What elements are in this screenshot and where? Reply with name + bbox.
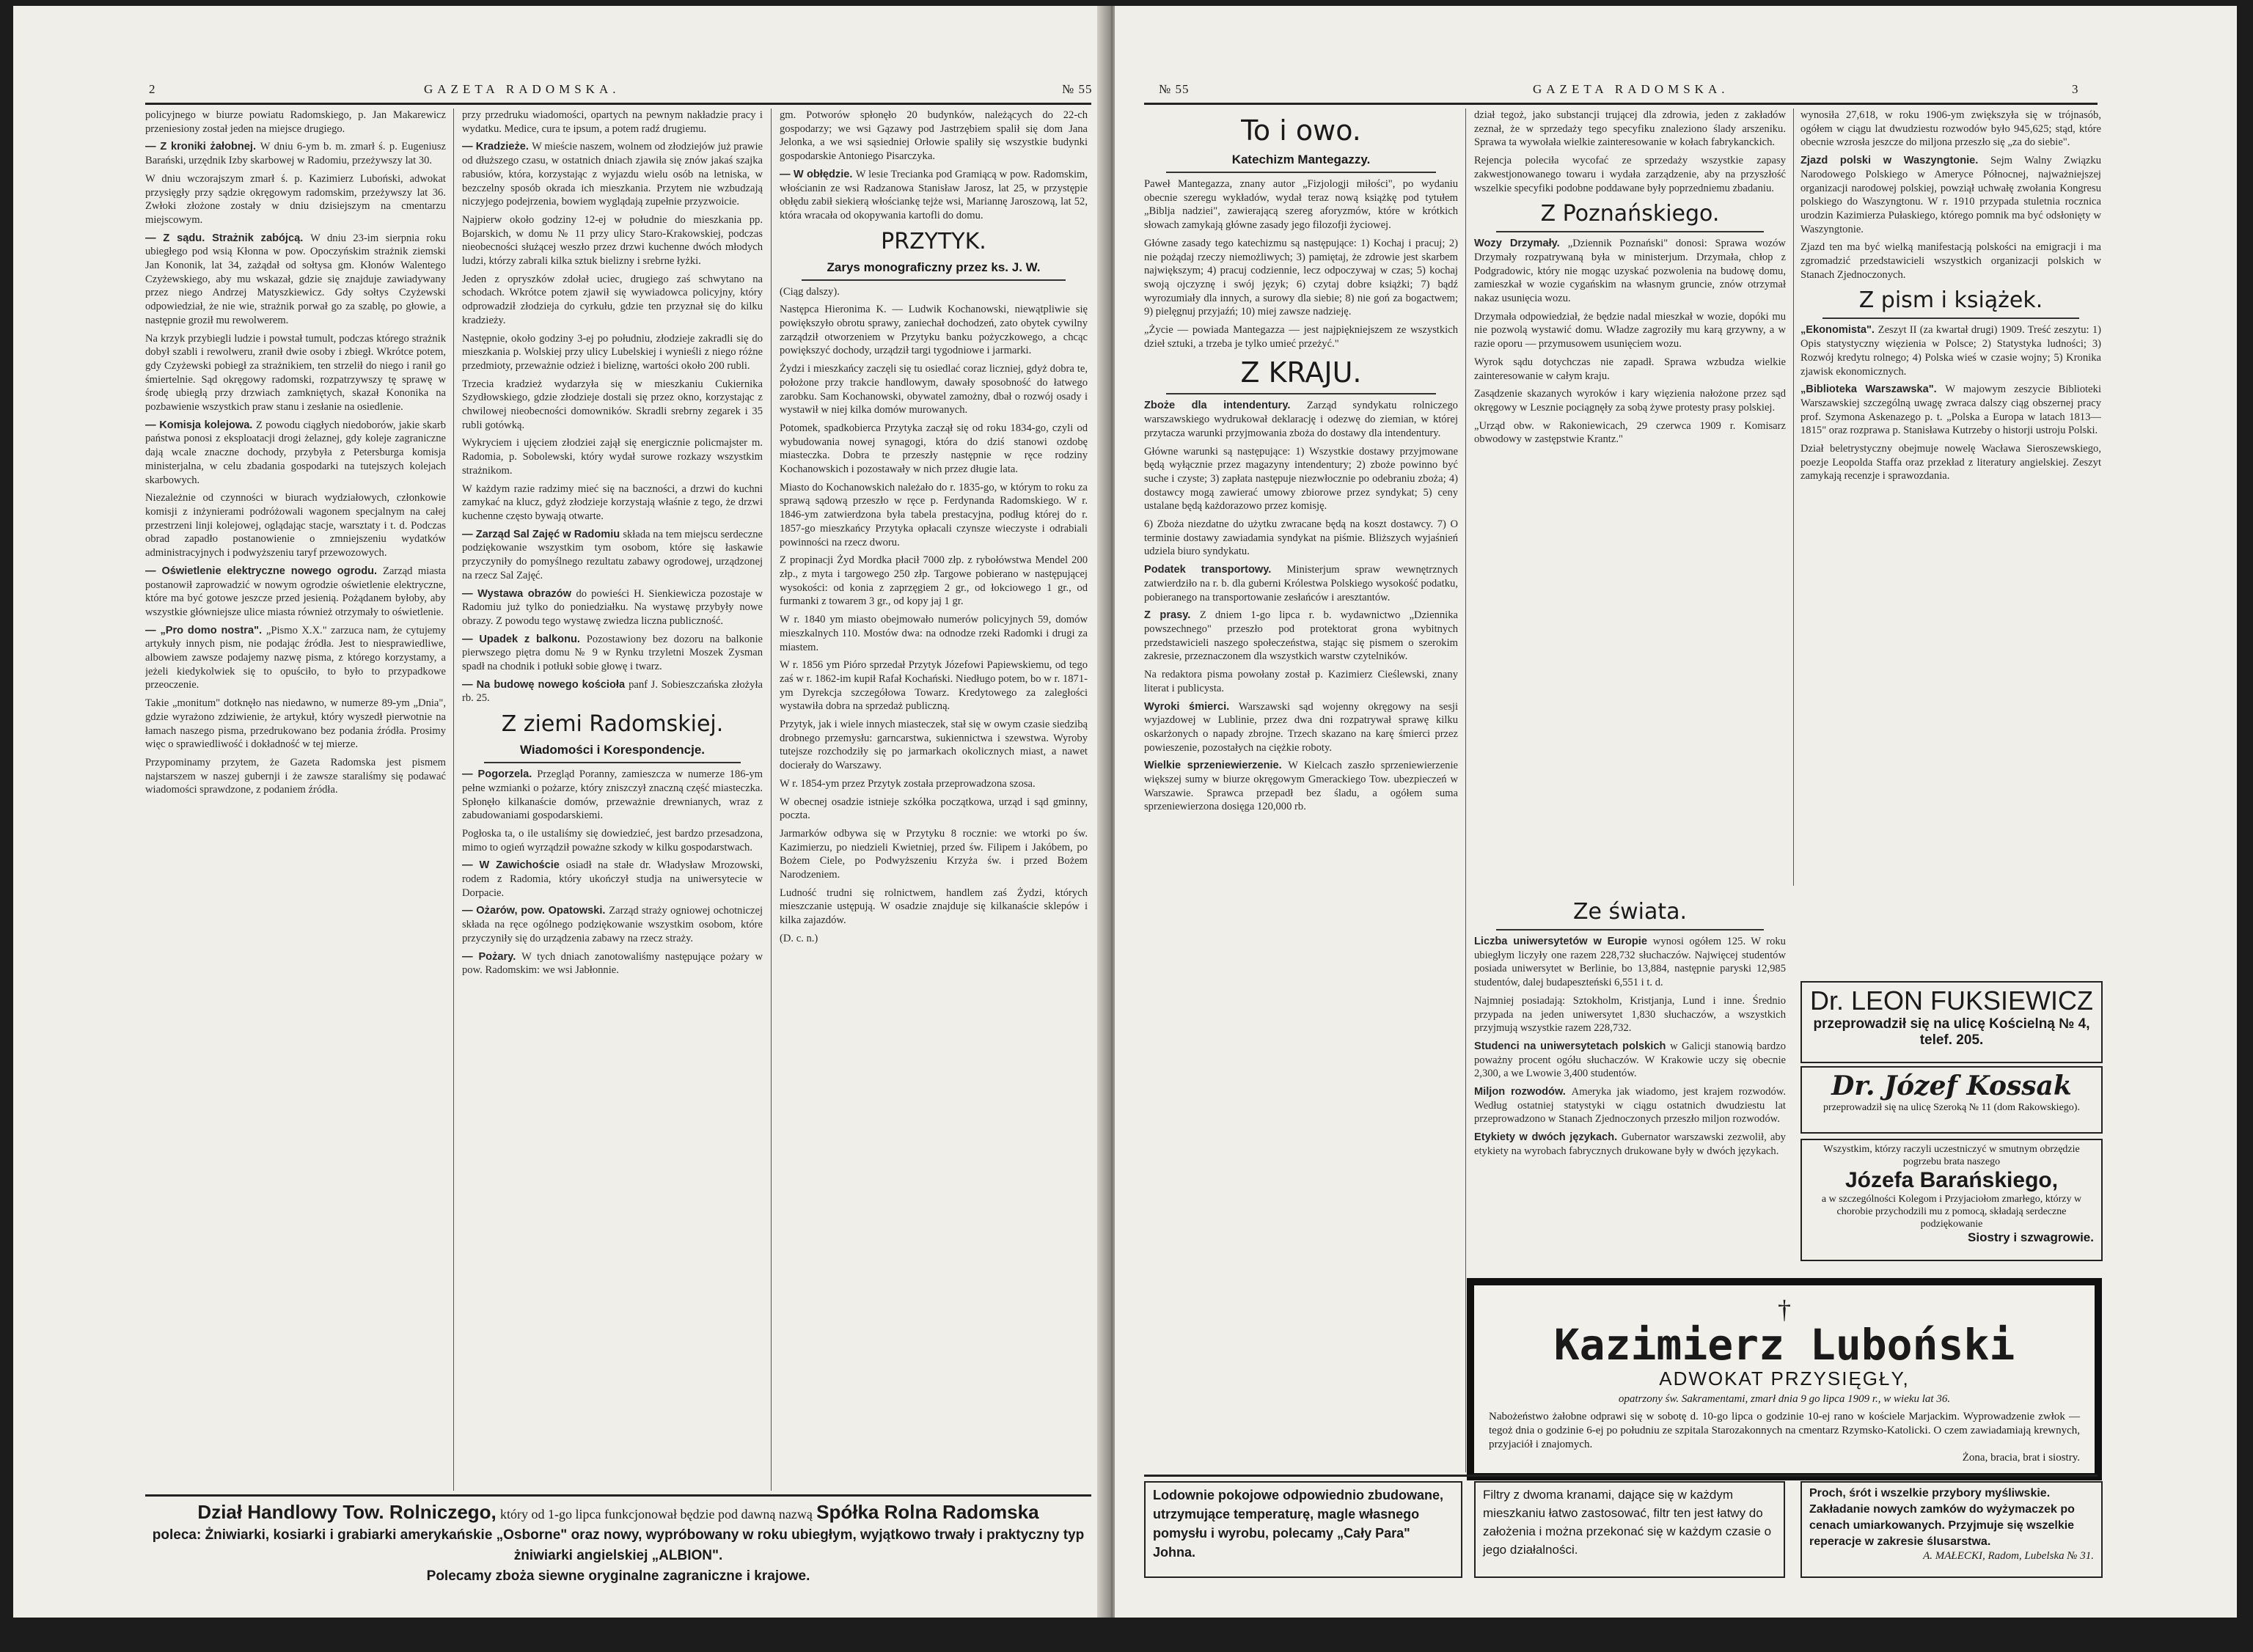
article-text: przy przedruku wiadomości, opartych na pewnym nakładzie pracy i wydatku. Medice, cura te ipsum, a potem radź drugiemu. [462, 109, 763, 135]
article-heading: — Ożarów, pow. Opatowski. [462, 905, 609, 917]
article-heading: Zboże dla intendentury. [1144, 400, 1307, 412]
article-text: (Ciąg dalszy). [780, 285, 840, 298]
article-paragraph [780, 422, 1088, 477]
article-text: Jarmarków odbywa się w Przytyku 8 rocznie: we wtorki po św. Kazimierzu, po niedzieli Kwietniej, przed św. Filipem i Jakóbem, po Bożem Ciele, po Podwyższeniu Krzyża św. i przed Bożem Narodzeniem. [780, 827, 1088, 881]
article-heading: — Wystawa obrazów [462, 587, 576, 600]
section-title: Z KRAJU. [1240, 356, 1362, 389]
article-paragraph [780, 658, 1088, 713]
article-text: Z powodu ciągłych niedoborów, jakie skarb państwa ponosi z eksploatacji drogi żelaznej, gdy koleje zagraniczne dają wcale znaczne dochody, przybyła z Petersburga komisja ministerjalna, w celu zbadania gospodarki na tutejszych kolejach skarbowych. [145, 419, 446, 486]
section-separator [1496, 929, 1764, 930]
ad-fuksiewicz [1800, 981, 2103, 1063]
right-header-rule [1144, 103, 2098, 105]
section-separator [484, 762, 741, 763]
article-paragraph [145, 232, 446, 328]
left-issue-number: № 55 [1062, 82, 1093, 96]
article-heading: Zjazd polski w Waszyngtonie. [1800, 155, 1990, 167]
article-paragraph [145, 491, 446, 560]
column-divider [1793, 109, 1794, 886]
ad-fuksiewicz-name: Dr. LEON FUKSIEWICZ [1809, 985, 2094, 1016]
article-heading: „Biblioteka Warszawska". [1800, 383, 1946, 396]
left-page-number: 2 [149, 82, 160, 96]
article-paragraph [780, 777, 1088, 791]
article-paragraph [1474, 154, 1786, 195]
article-paragraph [780, 718, 1088, 773]
article-text: do powieści H. Sienkiewicza pozostaje w Radomiu już tylko do poniedziałku. Na wystawę przybyły nowe obrazy. Z powodu tego wystawę zwiedza liczna publiczność. [462, 587, 763, 627]
right-column-1 [1144, 109, 1458, 1472]
ad-kossak-name: Dr. Józef Kossak [1831, 1071, 2072, 1101]
section-separator [1496, 231, 1764, 232]
article-paragraph [780, 109, 1088, 164]
article-paragraph [1474, 387, 1786, 414]
article-text: Zarząd straży ogniowej ochotniczej składa na ręce ogólnego podziękowanie wszystkim osobom, które przyczyniły się do urządzenia zabawy na rzecz straży. [462, 905, 763, 944]
article-paragraph [1474, 356, 1786, 383]
article-text: W lesie Trecianka pod Gramiącą w pow. Radomskim, włościanin ze wsi Radzanowa Stanisław Jarosz, lat 25, w przystępie obłędu zabił siekierą włościankę tejże wsi, Mariannę Jaroszową, lat 52, która wracała od okopywania kartofli do domu. [780, 168, 1088, 221]
article-text: wynosi ogółem 125. W roku ubiegłym liczyły one razem 228,732 słuchaczów. Najwięcej studentów posiada uniwersytet w Berlinie, bo 13,884, następnie paryski 12,985 studentów, dalej budapeszteński 6,551 i t. d. [1474, 936, 1786, 989]
article-text: Gubernator warszawski zezwolił, aby etykiety na wyrobach fabrycznych drukowane były w dwóch językach. [1474, 1131, 1786, 1157]
article-paragraph [462, 633, 763, 674]
article-text: Zarząd miasta postanowił zaprowadzić w nowym ogrodzie oświetlenie elektryczne, które ma być gotowe jeszcze przed jesienią. Pożądanem byłoby, aby wszystkie główniejsze ulice miasta również otrzymały to oświetlenie. [145, 565, 446, 618]
article-text: „Urząd obw. w Rakoniewicach, 29 czerwca 1909 r. Komisarz obwodowy w zastępstwie Krantz." [1474, 419, 1786, 446]
left-column-3 [780, 109, 1088, 1491]
article-text: W r. 1856 ym Pióro sprzedał Przytyk Józefowi Papiewskiemu, od tego zaś w r. 1862-im kupił Rafał Kochański. Niedługo potem, bo w r. 1871-ym Dyrekcja szczegółowa Towarz. Kredytowego za zaległości wystawiła dobra na sprzedaż publiczną. [780, 659, 1088, 713]
article-text: Przytyk, jak i wiele innych miasteczek, stał się w owym czasie siedzibą drobnego przemysłu: garncarstwa, sukiennictwa i szewstwa. Wyroby tutejsze rozchodziły się po jarmarkach okolicznych miast, a nawet docierały do Warszawy. [780, 719, 1088, 772]
article-text: Główne warunki są następujące: 1) Wszystkie dostawy przyjmowane będą wyłącznie przez magazyny intendentury; 2) zboże powinno być suche i czyste; 3) zapłata następuje niezwłocznie po odebraniu zboża; 4) dostawcy mogą zawierać umowy zbiorowe przez syndykat; 5) ceny ustalane będą każdorazowo przez komisję. [1144, 445, 1458, 513]
article-paragraph [462, 109, 763, 136]
article-text: Dział beletrystyczny obejmuje nowelę Wacława Sieroszewskiego, poezje Leopolda Staffa oraz przekład z literatury angielskiej. Zeszyt zamykają recenzje i sprawozdania. [1800, 443, 2101, 482]
article-paragraph [1800, 154, 2101, 236]
right-page [1115, 6, 2237, 1618]
article-text: gm. Potworów spłonęło 20 budynków, należących do 22-ch gospodarzy; we wsi Gązawy pod Jastrzębiem spalił się dom Jana Jelonka, a we wsi sąsiedniej Orłowie spaliły się wszystkie budynki gospodarskie Antoniego Pisarczyka. [780, 109, 1088, 163]
article-text: Zeszyt II (za kwartał drugi) 1909. Treść zeszytu: 1) Opis statystyczny więzienia w Polsce; 2) Statystyka ludności; 3) Rozwój kredytu rolnego; 4) Polska wieś w czasie wojny; 5) Kronika zjawisk ekonomicznych. [1800, 324, 2101, 378]
ad-baranski-thanks [1800, 1139, 2103, 1261]
article-heading: — W obłędzie. [780, 168, 856, 180]
ad-company-name: Dział Handlowy Tow. Rolniczego, [197, 1501, 497, 1523]
left-masthead-title: GAZETA RADOMSKA. [424, 82, 620, 96]
article-text: W tych dniach zanotowaliśmy następujące pożary w pow. Radomskim: we wsi Jabłonnie. [462, 950, 763, 977]
article-text: 6) Zboża niezdatne do użytku zwracane będą na koszt dostawcy. 7) O terminie dostawy zawiadamia syndykat na piśmie. Bliższych wyjaśnień udziela biuro syndykatu. [1144, 518, 1458, 558]
article-paragraph [1144, 668, 1458, 695]
article-heading: — Oświetlenie elektryczne nowego ogrodu. [145, 565, 383, 577]
article-paragraph [145, 697, 446, 752]
article-paragraph [780, 932, 1088, 946]
article-paragraph [1474, 237, 1786, 306]
article-paragraph [1144, 518, 1458, 559]
section-title: Ze świata. [1572, 899, 1688, 925]
right-column-3 [1800, 109, 2101, 974]
article-paragraph [1144, 237, 1458, 319]
ad-text-line3: Polecamy zboża siewne oryginalne zagraniczne i krajowe. [426, 1568, 810, 1584]
article-text: Z propinacji Żyd Mordka płacił 7000 złp. z rybołówstwa Mendel 200 złp., z myta i targowego 250 złp. Targowe pobierano w następującej wysokości: od konia z zaprzęgiem 2 gr., od łokciowego 1 gr., od furmanki z towarem 3 gr., od kopy jaj 1 gr. [780, 554, 1088, 608]
article-paragraph [1144, 609, 1458, 664]
section-title: To i owo. [1241, 114, 1361, 147]
article-text: Jeden z opryszków zdołał uciec, drugiego zaś schwytano na schodach. Wkrótce potem zjawił się wywiadowca policyjny, który odprowadził złodzieja do cyrkułu, gdzie ten przyznał się do kilku kradzieży. [462, 273, 763, 326]
baranski-text: a w szczególności Kolegom i Przyjaciołom zmarłego, którzy w chorobie przychodzili mu z pomocą, składają serdeczne podziękowanie [1821, 1194, 2082, 1230]
section-separator [802, 279, 1066, 281]
article-text: Żydzi i mieszkańcy zaczęli się tu osiedlać coraz liczniej, gdyż dobra te, położone przy trakcie handlowym, dawały sposobność do łatwego zarobku. Sam Kochanowski, obywatel zamożny, dbał o rozwój osady i wystawił w niej kilka domów murowanych. [780, 363, 1088, 416]
article-paragraph [1474, 1085, 1786, 1126]
article-paragraph [780, 303, 1088, 358]
article-text: W r. 1854-ym przez Przytyk została przeprowadzona szosa. [780, 777, 1036, 790]
article-heading: Studenci na uniwersytetach polskich [1474, 1040, 1671, 1052]
article-paragraph [780, 285, 1088, 299]
article-text: Najpierw około godziny 12-ej w południe do mieszkania pp. Bojarskich, w domu № 11 przy ulicy Staro-Krakowskiej, podczas nieobecności służącej weszło przez drzwi kuchenne dwóch młodych ludzi, którzy zabrali kilka sztuk bielizny i srebrne łyżki. [462, 213, 763, 268]
article-text: Takie „monitum" dotknęło nas niedawno, w numerze 89-ym „Dnia", gdzie wyrażono zdziwienie, że artykuł, który wyszedł pierwotnie na łamach naszego pisma, przedrukowano bez podania źródła. Prosimy więc o sprawiedliwość i dokładność w tej mierze. [145, 697, 446, 751]
article-heading: — Kradzieże. [462, 141, 532, 153]
article-paragraph [780, 168, 1088, 223]
article-text: Paweł Mantegazza, znany autor „Fizjologji miłości", po wydaniu obecnie szeregu wykładów, wydał teraz nową książkę pod tytułem „Biblja nadziei", zawierającą szereg aforyzmów, które w krótkich słowach zamykają główne zasady jego filozofji życiowej. [1144, 178, 1458, 232]
article-text: Ministerjum spraw wewnętrznych zatwierdziło na r. b. dla guberni Królestwa Polskiego wysokość podatku, pobieranego na transportowanie zesłańców i aresztantów. [1144, 564, 1458, 603]
article-heading: — Z kroniki żałobnej. [145, 141, 260, 153]
article-text: Zarząd syndykatu rolniczego warszawskiego wydrukował deklarację i odezwę do ziemian, w której przytacza warunki przyjmowania zboża do dostawy dla intendentury. [1144, 400, 1458, 439]
ad-hunting-sign: A. MAŁECKI, Radom, Lubelska № 31. [1923, 1550, 2094, 1562]
ad-hunting-text: Proch, śrót i wszelkie przybory myśliwskie. Zakładanie nowych zamków do wyżymaczek po cenach umiarkowanych. Przyjmuje się wszelkie reperacje w zakresie ślusarstwa. [1809, 1487, 2075, 1548]
article-paragraph [145, 565, 446, 620]
obituary-subtitle: opatrzony św. Sakramentami, zmarł dnia 9 go lipca 1909 r., w wieku lat 36. [1618, 1393, 1951, 1405]
article-paragraph [462, 528, 763, 583]
baranski-intro: Wszystkim, którzy raczyli uczestniczyć w smutnym obrzędzie pogrzebu brata naszego [1823, 1144, 2080, 1167]
article-paragraph [780, 613, 1088, 654]
article-text: Potomek, spadkobierca Przytyka zaczął się od roku 1834-go, czyli od wybudowania nowej synagogi, która do dziś stanowi ozdobę miasteczka. Dobra te przeszły następnie w ręce rodziny Kochanowskich i pozostawały w nich przez długie lata. [780, 422, 1088, 476]
left-column-1 [145, 109, 446, 1491]
article-paragraph [780, 362, 1088, 417]
ad-ice-boxes [1144, 1481, 1462, 1578]
article-paragraph [1474, 994, 1786, 1035]
article-text: Drzymała odpowiedział, że będzie nadal mieszkał w wozie, dopóki mu nie pozwolą wystawić domu. Władze zagroziły mu karą grzywny, a w razie oporu — przymusowem usunięciem wozu. [1474, 310, 1786, 350]
article-text: Niezależnie od czynności w biurach wydziałowych, członkowie komisji z inżynierami podróżowali wagonem specjalnym na całej przestrzeni linji kolejowej, oglądając stacje, warsztaty i t. d. Podczas obrad zapadło postanowienie o zmniejszeniu wydatków administracyjnych i podwyższeniu taryf przewozowych. [145, 492, 446, 559]
article-heading: Miljon rozwodów. [1474, 1086, 1572, 1098]
article-paragraph [462, 678, 763, 705]
article-paragraph [1800, 109, 2101, 150]
article-paragraph [1474, 1131, 1786, 1158]
article-text: panf J. Sobieszczańska złożyła rb. 25. [462, 678, 763, 705]
article-paragraph [462, 587, 763, 628]
section-title: PRZYTYK. [881, 228, 986, 254]
right-page-number: 3 [2072, 82, 2083, 96]
article-paragraph [145, 332, 446, 414]
article-paragraph [462, 904, 763, 945]
article-paragraph [462, 859, 763, 900]
article-paragraph [780, 554, 1088, 609]
article-paragraph [462, 378, 763, 433]
article-paragraph [1474, 109, 1786, 150]
commercial-ad-banner [145, 1502, 1091, 1587]
article-text: W r. 1840 ym miasto obejmowało numerów policyjnych 59, domów mieszkalnych 110. Mostów dwa: na odnodze rzeki Radomki i drugi za miastem. [780, 614, 1088, 653]
article-heading: „Ekonomista". [1800, 324, 1878, 337]
article-text: Ameryka jak wiadomo, jest krajem rozwodów. Według ostatniej statystyki w ciągu ostatnich dwudziestu lat przeprowadzono w Stanach Zjednoczonych przeszło miljon rozwodów. [1474, 1086, 1786, 1126]
section-subtitle: Zarys monograficzny przez ks. J. W. [827, 260, 1041, 274]
article-paragraph [780, 796, 1088, 823]
article-text: Zjazd ten ma być wielką manifestacją polskości na emigracji i ma zgromadzić przedstawicieli wszystkich organizacji polskich w Stanach Zjednoczonych. [1800, 241, 2101, 281]
article-heading: Podatek transportowy. [1144, 564, 1287, 576]
article-paragraph [145, 756, 446, 797]
article-text: W dniu 6-ym b. m. zmarł ś. p. Eugeniusz Barański, urzędnik Izby skarbowej w Radomiu, przeżywszy lat 30. [145, 141, 446, 167]
article-text: W Kielcach zaszło sprzeniewierzenie większej sumy w biurze okręgowym Gmerackiego Tow. ubezpieczeń w Warszawie. Sprawca przepadł bez śladu, a ogółem suma sprzeniewierzona dosięga 120,000 rb. [1144, 760, 1458, 813]
article-text: Pogłoska ta, o ile ustaliśmy się dowiedzieć, jest bardzo przesadzona, mimo to ogień wyrządził poważne szkody w kilku gospodarstwach. [462, 827, 763, 853]
ad-kossak [1800, 1066, 2103, 1134]
left-page [13, 6, 1107, 1618]
article-text: policyjnego w biurze powiatu Radomskiego, p. Jan Makarewicz przeniesiony został jeden na miejsce drugiego. [145, 109, 446, 135]
article-paragraph [462, 273, 763, 328]
article-text: Następnie, około godziny 3-ej po południu, złodzieje zakradli się do mieszkania p. Wolskiej przy ulicy Lubelskiej i wynieśli z niego różne przedmioty, przeważnie odzież i bieliznę, wartości około 200 rubli. [462, 332, 763, 372]
article-paragraph [462, 332, 763, 373]
article-text: Przegląd Poranny, zamieszcza w numerze 186-ym pełne wzmianki o pożarze, który zniszczył znaczną część miasteczka. Spłonęło kilkanaście domów, przeważnie drewnianych, wraz z zabudowaniami gospodarskiemi. [462, 768, 763, 822]
article-heading: — Na budowę nowego kościoła [462, 678, 629, 691]
article-heading: Liczba uniwersytetów w Europie [1474, 936, 1653, 947]
article-heading: — Pogorzela. [462, 768, 538, 781]
article-paragraph [1474, 310, 1786, 351]
obituary-text: Nabożeństwo żałobne odprawi się w sobotę d. 10-go lipca o godzinie 10-ej rano w kościele Marjackim. Wyprowadzenie zwłok — tegoż dnia o godzinie 6-ej po południu ze szpitala Starozakonnych na cmentarz Rzymsko-Katolicki. O czem zawiadamiają krewnych, przyjaciół i znajomych. [1489, 1411, 2080, 1450]
article-text: Miasto do Kochanowskich należało do r. 1835-go, w którym to roku za sprawą sądową przeszło w ręce p. Ferdynanda Radomskiego. W r. 1846-ym zatwierdzona była tabela prestacyjna, podług której do r. 1857-go mieszkańcy Przytyka opłacali czynsze wieczyste i odrabiali powinności na rzecz dworu. [780, 481, 1088, 548]
ad-filters [1474, 1481, 1785, 1578]
article-paragraph [780, 827, 1088, 882]
article-text: Ludność trudni się rolnictwem, handlem zaś Żydzi, których mieszczanie ustępują. W osadzie znajduje się kilkanaście sklepów i kilka zajazdów. [780, 886, 1088, 927]
article-text: Przypominamy przytem, że Gazeta Radomska jest pismem najstarszem w naszej gubernji i że zawsze staraliśmy się podawać wiadomości sprawdzone, z podaniem źródła. [145, 756, 446, 796]
article-heading: Z prasy. [1144, 609, 1200, 622]
article-text: składa na tem miejscu serdeczne podziękowanie wszystkim tym osobom, które się łaskawie przyczyniły do pomyślnego rezultatu zabawy ogrodowej, urządzonej na rzecz Sal Zajęć. [462, 528, 763, 581]
article-heading: — W Zawichoście [462, 859, 566, 872]
ad-fuksiewicz-text: przeprowadził się na ulicę Kościelną № 4, telef. 205. [1813, 1016, 2090, 1048]
section-title: Z ziemi Radomskiej. [501, 711, 724, 738]
column-divider [771, 109, 772, 1491]
article-text: „Życie — powiada Mantegazza — jest najpiękniejszem ze wszystkich dzieł sztuki, a trzeba je tylko umieć przeżyć." [1144, 324, 1458, 350]
article-paragraph [462, 950, 763, 977]
article-paragraph [1474, 419, 1786, 447]
ad-filters-text: Filtry z dwoma kranami, dające się w każdym mieszkaniu łatwo zastosować, filtr ten jest łatwy do założenia i można przekonać się w każdym czasie o jego działalności. [1483, 1488, 1772, 1557]
baranski-sign: Siostry i szwagrowie. [1968, 1230, 2094, 1244]
article-text: Na krzyk przybiegli ludzie i powstał tumult, podczas którego strażnik dobył szabli i rewolweru, zranił dwie osoby i zbiegł. Wkrótce potem, gdy Czyżewski pobiegł za strażnikiem, ten strzelił do niego i ranił go śmiertelnie. Sąd okręgowy radomski, rozpatrzywszy tę sprawę w środę ubiegłą przy drzwiach zamkniętych, skazał Kononika na pozbawienie wszystkich praw stanu i zesłanie na osiedlenie. [145, 332, 446, 414]
article-text: W majowym zeszycie Biblioteki Warszawskiej szczególną uwagę zwraca dalszy ciąg obszernej pracy prof. Szymona Askenazego p. t. „Polska a Europa w latach 1813—1815" oraz rozprawa p. Stanisława Kutrzeby o historji ustroju Polski. [1800, 383, 2101, 437]
article-heading: Wyroki śmierci. [1144, 700, 1239, 713]
article-text: W obecnej osadzie istnieje szkółka początkowa, urząd i sąd gminny, poczta. [780, 796, 1088, 822]
article-paragraph [1144, 445, 1458, 514]
article-text: Z dniem 1-go lipca r. b. wydawnictwo „Dziennika powszechnego" przeszło pod protektorat grona wybitnych przedstawicieli naszego społeczeństwa, stając się pismem o szerokim zakresie, przeznaczonem dla wszystkich warstw czytelników. [1144, 609, 1458, 663]
article-text: Zasądzenie skazanych wyroków i kary więzienia nałożone przez sąd okręgowy w Lesznie pociągnęły za sobą żywe protesty prasy polskiej. [1474, 388, 1786, 414]
article-paragraph [462, 482, 763, 524]
ad-new-name: Spółka Rolna Radomska [816, 1501, 1039, 1523]
right-column-2-lower [1474, 893, 1786, 1274]
article-paragraph [145, 624, 446, 693]
article-paragraph [1800, 323, 2101, 378]
article-heading: — Pożary. [462, 950, 522, 963]
article-text: W mieście naszem, wolnem od złodziejów już prawie od dłuższego czasu, w ostatnich dniach zjawiła się znów jakaś szajka rabusiów, która, korzystając z wyjazdu wielu osób na letniska, w bezczelny sposób okrada ich mieszkania. Przytem nie wzbudzają niczyjego podejrzenia, bowiem wyglądają zupełnie przyzwoicie. [462, 141, 763, 208]
article-heading: — Zarząd Sal Zajęć w Radomiu [462, 528, 623, 540]
article-paragraph [1144, 759, 1458, 814]
obituary-title: ADWOKAT PRZYSIĘGŁY, [1659, 1368, 1910, 1389]
article-heading: — „Pro domo nostra". [145, 624, 266, 636]
article-paragraph [1144, 323, 1458, 350]
ad-ice-boxes-text: Lodownie pokojowe odpowiednio zbudowane, utrzymujące temperaturę, magle własnego pomysłu i wyrobu, polecamy „Cały Para" Johna. [1153, 1488, 1443, 1560]
article-text: osiadł na stałe dr. Władysław Mrozowski, rodem z Radomia, który ukończył studja na uniwersytecie w Dorpacie. [462, 859, 763, 899]
article-text: W każdym razie radzimy mieć się na baczności, a drzwi do kuchni zamykać na klucz, gdyż złodzieje korzystają właśnie z tego, że drzwi kuchenne często bywają otwarte. [462, 482, 763, 522]
right-masthead-title: GAZETA RADOMSKA. [1533, 82, 1729, 96]
article-text: W dniu 23-im sierpnia roku ubiegłego pod wsią Kłonna w pow. Opoczyńskim strażnik ziemski Jan Kononik, lat 34, zażądał od sołtysa gm. Kłonów Walentego Czyżewskiego, aby mu wskazał, gdzie się znajduje zawiadywany przez niego Andrzej Matyszkiewicz. Gdy sołtys Czyżewski odpowiedział, że nie wie, strażnik porwał go za szablę, po głowie, a następnie groził mu rewolwerem. [145, 232, 446, 326]
obituary-name: Kazimierz Luboński [1553, 1320, 2015, 1370]
ad-text-line2: poleca: Żniwiarki, kosiarki i grabiarki amerykańskie „Osborne" oraz nowy, wypróbowany w roku ubiegłym, wyjątkowo trwały i praktyczny typ żniwiarki angielskiej „ALBION". [152, 1527, 1085, 1563]
article-paragraph [462, 827, 763, 854]
article-text: Na redaktora pisma powołany został p. Kazimierz Cieślewski, znany literat i publicysta. [1144, 669, 1458, 694]
cross-icon: † [1778, 1295, 1791, 1324]
article-heading: Etykiety w dwóch językach. [1474, 1131, 1622, 1144]
section-separator [1166, 172, 1436, 173]
article-paragraph [780, 481, 1088, 550]
column-divider [1465, 109, 1466, 1472]
article-paragraph [1144, 700, 1458, 755]
article-text: Rejencja poleciła wycofać ze sprzedaży wszystkie zapasy zakwestjonowanego towaru i wydała zarządzenie, aby na przyszłość wszelkie specyfiki podobne poddawane były poprzedniemu zbadaniu. [1474, 155, 1786, 194]
article-paragraph [462, 436, 763, 477]
section-separator [1166, 393, 1436, 394]
article-paragraph [145, 140, 446, 167]
section-title: Z Poznańskiego. [1540, 201, 1720, 227]
right-issue-number: № 55 [1159, 82, 1190, 96]
obituary-signature: Żona, bracia, brat i siostry. [1962, 1452, 2080, 1464]
article-text: Najmniej posiadają: Sztokholm, Kristjanja, Lund i inne. Średnio przypada na jeden uniwersytet 1,830 słuchaczów, a wszystkich przyjmują wszystkie razem 228,732. [1474, 994, 1786, 1035]
article-text: Pozostawiony bez dozoru na balkonie pierwszego piętra domu № 9 w Rynku trzyletni Moszek Zysman spadł na chodnik i potłukł sobie głowę i twarz. [462, 633, 763, 673]
article-paragraph [462, 140, 763, 209]
article-paragraph [462, 213, 763, 268]
baranski-name: Józefa Barańskiego, [1844, 1168, 2059, 1192]
article-text: w Galicji stanowią bardzo poważny procent ogółu słuchaczów. W Krakowie uczy się obecnie 2,300, a we Lwowie 3,400 studentów. [1474, 1040, 1786, 1080]
right-column-2 [1474, 109, 1786, 886]
article-paragraph [1144, 177, 1458, 232]
article-paragraph [462, 768, 763, 823]
article-paragraph [145, 109, 446, 136]
article-heading: Wielkie sprzeniewierzenie. [1144, 760, 1289, 772]
article-text: dział tegoż, jako substancji trującej dla zdrowia, jeden z zakładów zeznał, że w sprzedaży tego specyfiku znaleziono ślady arszeniku. Sprawa ta wywołała wielkie zainteresowanie w kołach fabrykanckich. [1474, 109, 1786, 149]
article-paragraph [1144, 399, 1458, 440]
article-heading: — Upadek z balkonu. [462, 633, 587, 645]
obituary-content [1474, 1285, 2095, 1473]
article-paragraph [1800, 383, 2101, 438]
section-separator [1822, 317, 2079, 319]
article-text: W dniu wczorajszym zmarł ś. p. Kazimierz Luboński, adwokat przysięgły przy sądzie okręgowym radomskim, przeżywszy lat 36. Zwłoki złożone zostały w dniu dzisiejszym na cmentarzu miejscowym. [145, 172, 446, 226]
article-paragraph [1474, 935, 1786, 990]
article-heading: Wozy Drzymały. [1474, 238, 1568, 250]
article-text: Trzecia kradzież wydarzyła się w mieszkaniu Cukiernika Szydłowskiego, gdzie złodzieje dostali się przez okno, korzystając z chwilowej nieobecności domowników. Skradli srebrny zegarek i 35 rubli gotówką. [462, 378, 763, 431]
article-heading: — Z sądu. Strażnik zabójcą. [145, 232, 311, 244]
article-paragraph [1474, 1040, 1786, 1081]
ad-kossak-text: przeprowadził się na ulicę Szeroką № 11 (dom Rakowskiego). [1823, 1102, 2080, 1113]
right-footer-rule [1144, 1475, 2098, 1477]
article-paragraph [1800, 442, 2101, 483]
ad-text-line1: który od 1-go lipca funkcjonował będzie pod dawną nazwą [500, 1507, 813, 1521]
ad-hunting [1800, 1481, 2103, 1578]
article-text: Główne zasady tego katechizmu są następujące: 1) Kochaj i pracuj; 2) nie pożądaj rzeczy niemożliwych; 3) pamiętaj, że zdrowie jest skarbem największym; 4) pracuj codziennie, lecz odpoczywaj w czas; 5) kochaj swoją ojczyznę i swój język; 6) czytaj dobre książki; 7) bądź wyrozumiały dla innych, a surowy dla siebie; 8) nie goń za bogactwem; 9) pielęgnuj przyjaźń; 10) miej zawsze nadzieję. [1144, 237, 1458, 318]
section-subtitle: Wiadomości i Korespondencje. [519, 743, 706, 757]
left-footer-rule [145, 1494, 1091, 1497]
article-paragraph [145, 419, 446, 488]
article-heading: — Komisja kolejowa. [145, 419, 257, 431]
left-header-rule [145, 103, 1091, 105]
section-subtitle: Katechizm Mantegazzy. [1231, 153, 1371, 166]
article-text: wynosiła 27,618, w roku 1906-ym zwiększyła się w trójnasób, ogółem w ciągu lat dwudziestu rozwodów było 945,625; stąd, które obecnie wzrosła jeszcze do miljona przeszło się „za do siebie". [1800, 109, 2101, 149]
article-paragraph [1144, 563, 1458, 604]
article-paragraph [1800, 241, 2101, 282]
article-paragraph [145, 172, 446, 227]
article-text: „Pismo X.X." zarzuca nam, że cytujemy artykuły innych pism, nie podając źródła. Jest to niesprawiedliwe, albowiem zawsze podajemy nazwę pisma, z którego korzystamy, a jeżeli kiedykolwiek się to opuściło, to było to przypadkowe przeoczenie. [145, 624, 446, 691]
article-text: „Dziennik Poznański" donosi: Sprawa wozów Drzymały rozpatrywaną była w ministerjum. Drzymała, chłop z Podgradowic, który nie mogąc uzyskać pozwolenia na budowę domu, zamieszkał w wozie cygańskim na własnym gruncie, znów otrzymał nakaz usunięcia wozu. [1474, 238, 1786, 305]
column-divider [453, 109, 454, 1491]
article-text: Wykryciem i ujęciem złodziei zajął się energicznie policmajster m. Radomia, p. Sobolewski, który wydał surowe rozkazy wszystkim strażnikom. [462, 437, 763, 477]
article-text: Wyrok sądu dotychczas nie zapadł. Sprawa wzbudza wielkie zainteresowanie w całym kraju. [1474, 356, 1786, 382]
article-text: Warszawski sąd wojenny okręgowy na sesji wyjazdowej w Lublinie, przez dwa dni rozpatrywał sprawę kilku oskarżonych o napady zbrojne. Trzech skazano na karę śmierci przez powieszenie, pozostałych na ciężkie roboty. [1144, 700, 1458, 754]
article-text: Następca Hieronima K. — Ludwik Kochanowski, niewątpliwie się powiększyło obrotu sprawy, zaniechał dochodzeń, zato obytek cywilny zarządził otworzeniem w Przytyku banku pożyczkowego, a chcąc powiększyć dochody, urządził targi tygodniowe i jarmarki. [780, 304, 1088, 357]
article-text: (D. c. n.) [780, 932, 818, 944]
section-title: Z pism i książek. [1858, 287, 2043, 314]
obituary-box [1467, 1278, 2102, 1480]
article-paragraph [780, 886, 1088, 928]
article-text: Sejm Walny Związku Narodowego Polskiego w Ameryce Północnej, najważniejszej organizacji narodowej polskiej, powziął uchwałę zwołania Kongresu polskiego do Waszyngtonu. W r. 1910 przypada stuletnia rocznica urodzin Kazimierza Pułaskiego, którego pomnik ma być odsłonięty w Waszyngtonie. [1800, 155, 2101, 235]
left-column-2 [462, 109, 763, 1491]
